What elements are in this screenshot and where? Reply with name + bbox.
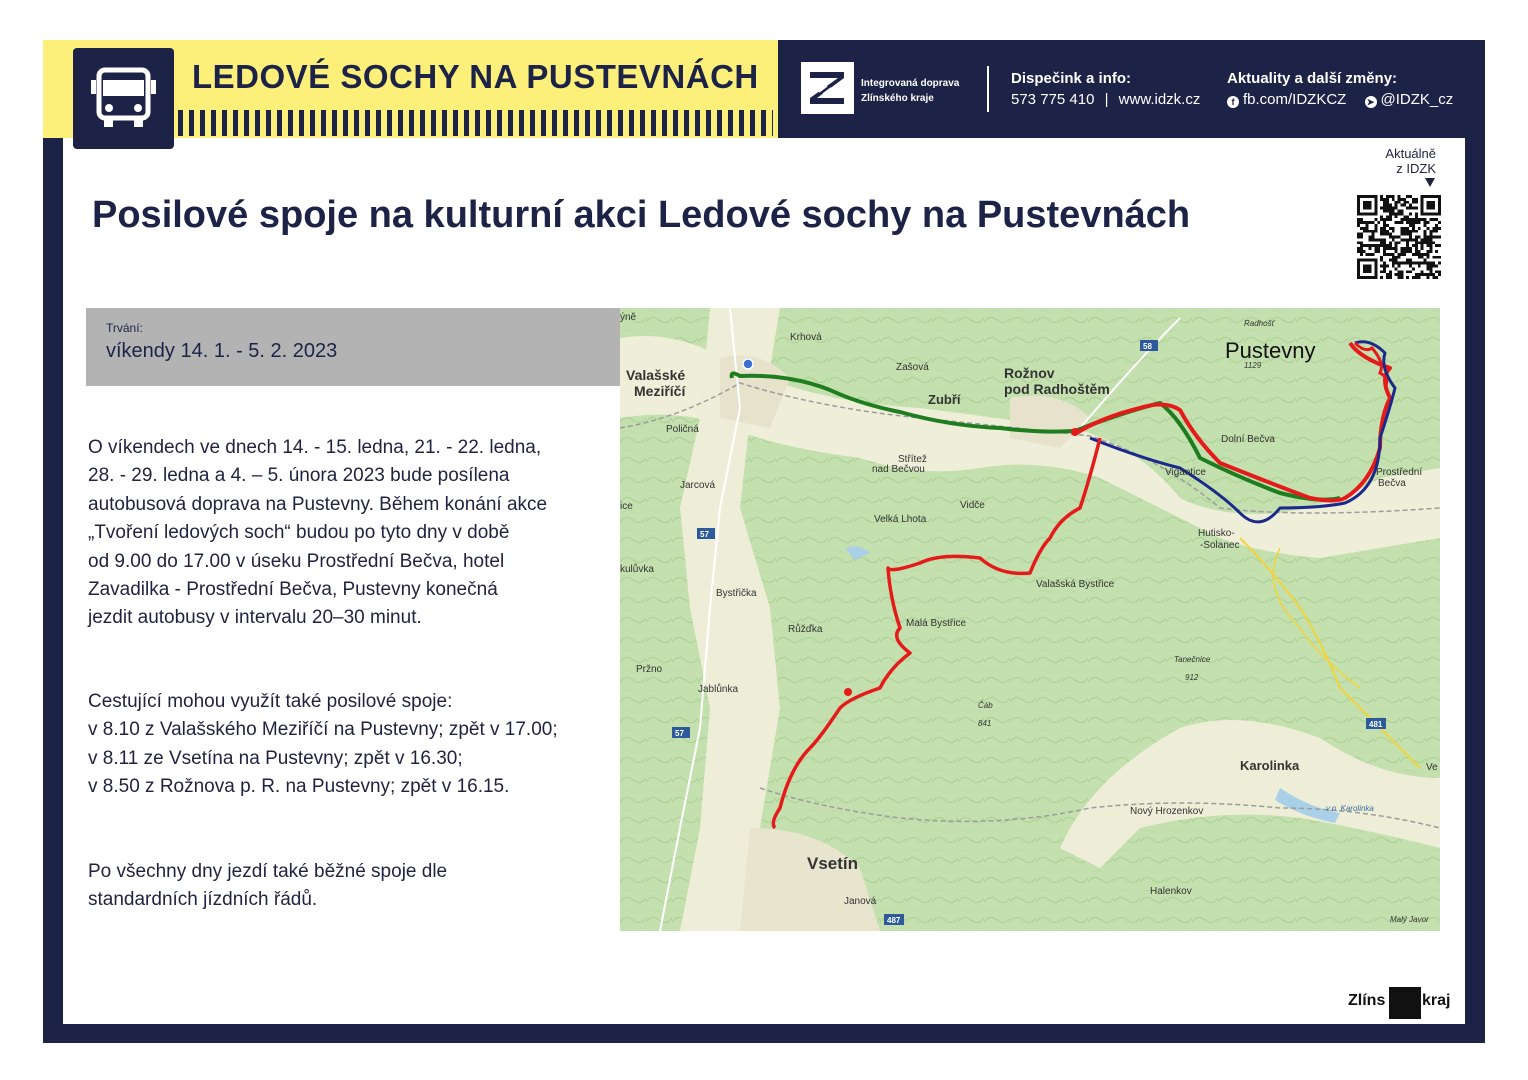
region-logo-left: Zlíns: [1348, 992, 1386, 1009]
text-line: Zavadilka - Prostřední Bečva, Pustevny konečná: [88, 579, 498, 601]
map-label-bystricka: Bystřička: [716, 588, 757, 599]
map-label-karolinka: Karolinka: [1240, 758, 1300, 773]
map-label-valasske-2: Meziříčí: [634, 383, 686, 399]
arrow-down-icon: [1425, 178, 1435, 187]
text-line: 28. - 29. ledna a 4. – 5. února 2023 bude posílena: [88, 465, 510, 487]
map-label-hutisko-1: Hutisko-: [1198, 528, 1235, 539]
map-label-prostredni-2: Bečva: [1378, 478, 1406, 489]
dispatch-web[interactable]: www.idzk.cz: [1118, 91, 1201, 108]
route-junction: [1071, 428, 1079, 436]
map-label-roznov-1: Rožnov: [1004, 365, 1055, 381]
road-label-58: 58: [1143, 342, 1152, 351]
map-label-vigantice: Vigantice: [1165, 467, 1206, 478]
info-paragraph-3: [88, 858, 447, 915]
map-label-valasska-bystrice: Valašská Bystřice: [1036, 579, 1115, 590]
text-line: Cestující mohou využít také posilové spoje:: [88, 691, 453, 712]
duration-label: Trvání:: [106, 321, 143, 335]
text-line: od 9.00 do 17.00 v úseku Prostřední Bečva, hotel: [88, 550, 505, 572]
map-label-krhova: Krhová: [790, 332, 822, 343]
map-label-policna: Poličná: [666, 424, 699, 435]
bus-icon: [91, 66, 156, 131]
text-line: jezdit autobusy v intervalu 20–30 minut.: [88, 607, 422, 629]
qr-code[interactable]: [1357, 195, 1441, 279]
map-label-przno: Pržno: [636, 664, 663, 675]
map-label-prostredni-1: Prostřední: [1376, 467, 1423, 478]
map-label-vidce: Vidče: [960, 500, 985, 511]
map-label-vsetin: Vsetín: [807, 854, 859, 873]
map-label-edge-ve: Ve: [1426, 762, 1438, 773]
qr-caption-line2: z IDZK: [1396, 161, 1436, 176]
map-label-jarcova: Jarcová: [680, 480, 716, 491]
map-label-dolni-becva: Dolní Bečva: [1221, 434, 1275, 445]
org-line1: Integrovaná doprava: [861, 78, 960, 89]
text-line: v 8.50 z Rožnova p. R. na Pustevny; zpět v 16.15.: [88, 776, 510, 798]
map-label-vn-karolinka: v.n. Karolinka: [1326, 804, 1374, 813]
facebook-icon: f: [1227, 96, 1239, 108]
telegram-icon: ➤: [1365, 96, 1377, 108]
map-label-roznov-2: pod Radhoštěm: [1004, 381, 1110, 397]
road-label-487: 487: [887, 916, 901, 925]
map-label-ruzdka: Růžďka: [788, 624, 823, 635]
map-label-tanecnice-elev: 912: [1185, 673, 1199, 682]
map-label-pustevny: Pustevny: [1225, 338, 1316, 363]
header-title: LEDOVÉ SOCHY NA PUSTEVNÁCH: [192, 58, 759, 95]
dispatch-contact: [1011, 91, 1200, 108]
map-label-jablunka: Jablůnka: [698, 684, 739, 695]
bus-station-icon: [743, 359, 753, 369]
idzk-name: [861, 76, 959, 106]
dispatch-separator: |: [1104, 91, 1109, 108]
map-label-janova: Janová: [844, 896, 877, 907]
text-line: v 8.11 ze Vsetína na Pustevny; zpět v 16.30;: [88, 747, 463, 769]
header-stripes: [178, 110, 773, 136]
route-map[interactable]: [620, 308, 1440, 931]
map-label-zubri: Zubří: [928, 392, 961, 407]
info-paragraph-2: [88, 688, 558, 802]
map-label-novy-hrozenkov: Nový Hrozenkov: [1130, 806, 1204, 817]
text-line: autobusová doprava na Pustevny. Během konání akce: [88, 493, 548, 515]
road-label-57a: 57: [700, 530, 709, 539]
map-label-edge-ice: ice: [620, 501, 633, 512]
bus-logo-box: [73, 48, 174, 149]
map-label-cab-elev: 841: [978, 719, 992, 728]
qr-caption-line1: Aktuálně: [1385, 146, 1436, 161]
map-label-valasske-1: Valašské: [626, 367, 686, 383]
idzk-logo: [801, 62, 854, 114]
route-point: [844, 688, 852, 696]
map-label-radhost: Radhošť: [1244, 319, 1275, 328]
info-paragraph-1: [88, 434, 547, 633]
header-divider: [987, 66, 989, 112]
region-logo-mark: [1389, 987, 1421, 1019]
map-label-velka-lhota: Velká Lhota: [874, 514, 927, 525]
text-line: standardních jízdních řádů.: [88, 889, 318, 911]
facebook-link[interactable]: fb.com/IDZKCZ: [1243, 91, 1347, 108]
qr-caption: [1340, 146, 1436, 176]
news-heading: Aktuality a další změny:: [1227, 70, 1398, 87]
region-logo-right: kraj: [1422, 992, 1451, 1009]
text-line: v 8.10 z Valašského Meziříčí na Pustevny; zpět v 17.00;: [88, 719, 558, 741]
map-label-strizez-1: Střítež: [898, 454, 927, 465]
social-links: [1227, 91, 1453, 108]
dispatch-phone[interactable]: 573 775 410: [1011, 91, 1095, 108]
map-label-hutisko-2: -Solanec: [1200, 540, 1240, 551]
map-label-maly-javornik: Malý Javor: [1390, 915, 1429, 924]
dispatch-heading: Dispečink a info:: [1011, 70, 1132, 87]
map-label-tanecnice: Tanečnice: [1174, 655, 1211, 664]
map-label-edge-tyne: ýně: [620, 312, 637, 323]
map-label-zasova: Zašová: [896, 362, 929, 373]
org-line2: Zlínského kraje: [861, 93, 934, 104]
map-label-cab: Čáb: [978, 701, 993, 710]
map-label-edge-kulovka: kulůvka: [620, 564, 654, 575]
duration-value: víkendy 14. 1. - 5. 2. 2023: [106, 340, 338, 362]
text-line: Po všechny dny jezdí také běžné spoje dle: [88, 861, 448, 882]
telegram-link[interactable]: @IDZK_cz: [1380, 91, 1454, 108]
road-label-481: 481: [1369, 720, 1383, 729]
text-line: O víkendech ve dnech 14. - 15. ledna, 21. - 22. ledna,: [88, 437, 542, 458]
map-label-strizez-2: nad Bečvou: [872, 464, 925, 475]
map-label-mala-bystrice: Malá Bystřice: [906, 618, 967, 629]
map-label-radhost-elev: 1129: [1244, 361, 1262, 370]
page-title: Posilové spoje na kulturní akci Ledové sochy na Pustevnách: [92, 194, 1191, 236]
text-line: „Tvoření ledových soch“ budou po tyto dny v době: [88, 522, 510, 544]
road-label-57b: 57: [675, 729, 684, 738]
map-label-halenkov: Halenkov: [1150, 886, 1192, 897]
